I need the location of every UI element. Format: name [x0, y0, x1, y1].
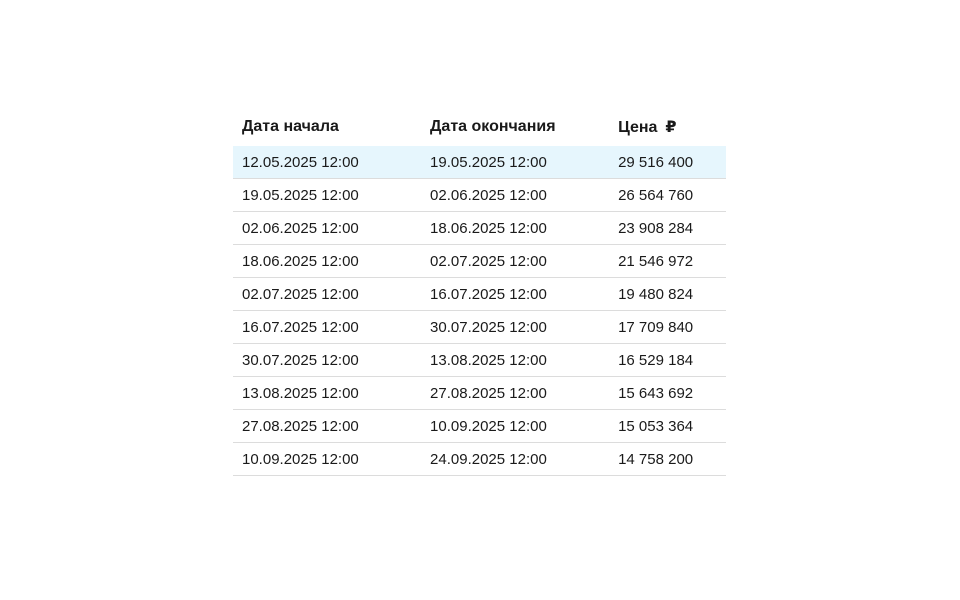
header-price — [609, 108, 726, 146]
end-date-cell: 18.06.2025 12:00 — [421, 212, 609, 245]
start-date-cell: 10.09.2025 12:00 — [233, 443, 421, 476]
table-row[interactable] — [233, 278, 726, 311]
end-date-cell: 27.08.2025 12:00 — [421, 377, 609, 410]
table-row[interactable] — [233, 344, 726, 377]
end-date-cell: 24.09.2025 12:00 — [421, 443, 609, 476]
start-date-cell: 19.05.2025 12:00 — [233, 179, 421, 212]
start-date-cell: 12.05.2025 12:00 — [233, 146, 421, 179]
price-schedule-table — [233, 108, 726, 476]
price-cell: 26 564 760 — [609, 179, 726, 212]
price-cell: 19 480 824 — [609, 278, 726, 311]
end-date-cell: 13.08.2025 12:00 — [421, 344, 609, 377]
end-date-cell: 30.07.2025 12:00 — [421, 311, 609, 344]
start-date-cell: 30.07.2025 12:00 — [233, 344, 421, 377]
end-date-cell: 02.06.2025 12:00 — [421, 179, 609, 212]
table-row[interactable] — [233, 179, 726, 212]
price-cell: 23 908 284 — [609, 212, 726, 245]
table-row[interactable] — [233, 377, 726, 410]
ruble-icon: ₽ — [665, 119, 677, 136]
end-date-cell: 10.09.2025 12:00 — [421, 410, 609, 443]
table-body — [233, 146, 726, 476]
price-cell: 16 529 184 — [609, 344, 726, 377]
end-date-cell: 02.07.2025 12:00 — [421, 245, 609, 278]
header-start-date: Дата начала — [242, 118, 339, 135]
start-date-cell: 18.06.2025 12:00 — [233, 245, 421, 278]
end-date-cell: 16.07.2025 12:00 — [421, 278, 609, 311]
price-cell: 21 546 972 — [609, 245, 726, 278]
price-cell: 14 758 200 — [609, 443, 726, 476]
start-date-cell: 02.06.2025 12:00 — [233, 212, 421, 245]
start-date-cell: 27.08.2025 12:00 — [233, 410, 421, 443]
header-price-label: Цена — [618, 119, 658, 136]
price-cell: 17 709 840 — [609, 311, 726, 344]
price-cell: 15 643 692 — [609, 377, 726, 410]
table-row[interactable] — [233, 443, 726, 476]
end-date-cell: 19.05.2025 12:00 — [421, 146, 609, 179]
table-row[interactable] — [233, 245, 726, 278]
start-date-cell: 16.07.2025 12:00 — [233, 311, 421, 344]
start-date-cell: 02.07.2025 12:00 — [233, 278, 421, 311]
table-row[interactable] — [233, 146, 726, 179]
table-header — [233, 108, 726, 146]
table-row[interactable] — [233, 410, 726, 443]
table-row[interactable] — [233, 212, 726, 245]
header-end-date: Дата окончания — [430, 118, 556, 135]
table-row[interactable] — [233, 311, 726, 344]
table-header-row — [233, 108, 726, 146]
price-cell: 15 053 364 — [609, 410, 726, 443]
start-date-cell: 13.08.2025 12:00 — [233, 377, 421, 410]
price-cell: 29 516 400 — [609, 146, 726, 179]
